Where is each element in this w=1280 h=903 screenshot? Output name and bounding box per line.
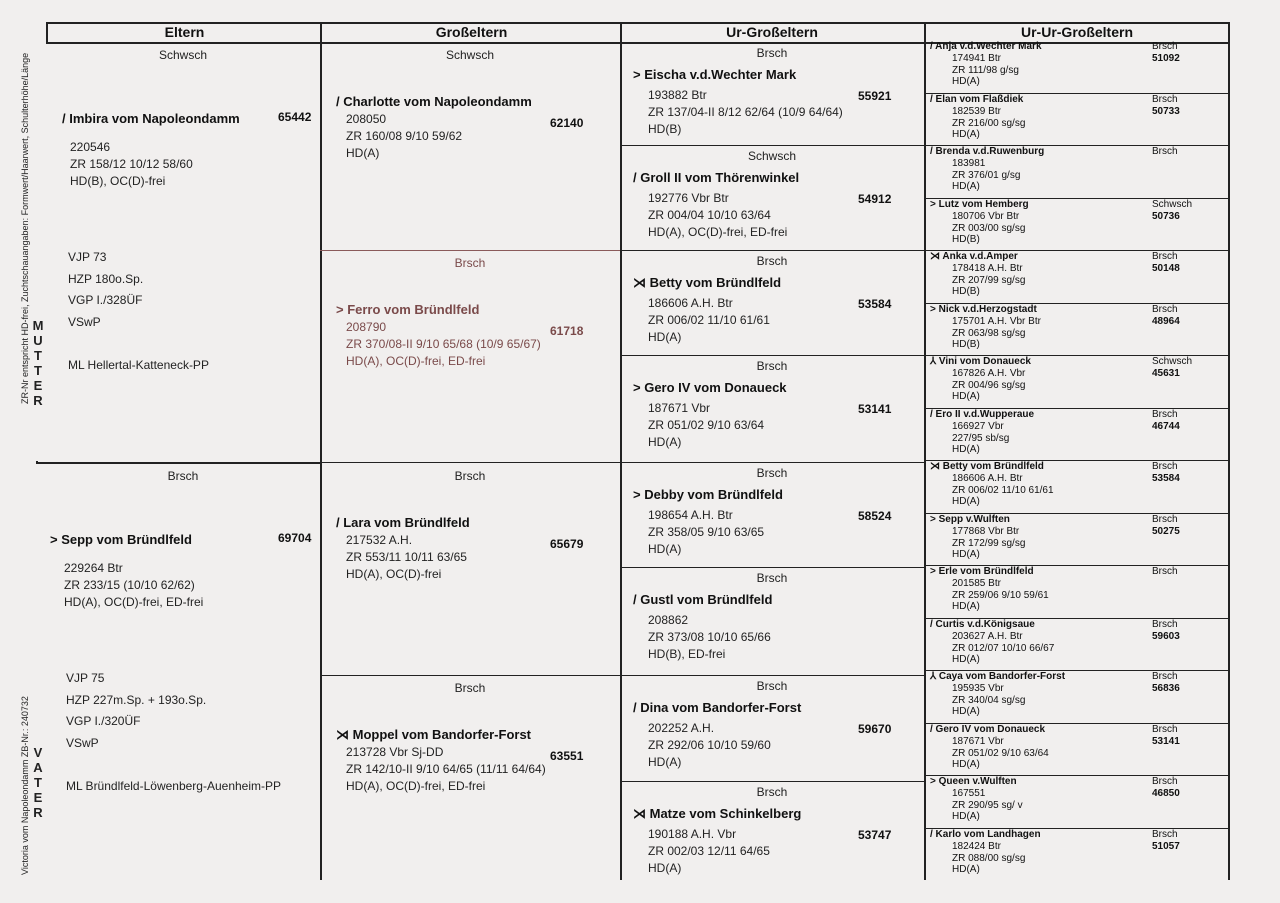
great-grandparent-detail-line: 190188 A.H. Vbr bbox=[648, 827, 737, 841]
gg-reg-number: 53141 bbox=[1152, 736, 1180, 747]
gg-name: / Gero IV vom Donaueck bbox=[930, 724, 1046, 735]
gg-detail-line: ZR 290/95 sg/ v bbox=[952, 799, 1023, 811]
gg-coat-color: Brsch bbox=[1152, 724, 1178, 735]
great-grandparent-detail-line: 186606 A.H. Btr bbox=[648, 296, 733, 310]
great-grandparent-reg-number: 59670 bbox=[858, 722, 892, 736]
great-great-grandparent-entry bbox=[926, 40, 1228, 93]
great-great-grandparent-entry bbox=[926, 723, 1228, 776]
gg-detail-line: 175701 A.H. Vbr Btr bbox=[952, 316, 1041, 327]
great-grandparent-detail-line: ZR 006/02 11/10 61/61 bbox=[648, 313, 770, 327]
gg-detail-line: 180706 Vbr Btr bbox=[952, 211, 1020, 222]
parent-performance-line: VGP I./328ÜF bbox=[68, 293, 143, 307]
gg-name: / Curtis v.d.Königsaue bbox=[930, 619, 1035, 630]
grandparent-detail-line: ZR 553/11 10/11 63/65 bbox=[346, 550, 467, 564]
parent-detail-line: ZR 233/15 (10/10 62/62) bbox=[64, 578, 195, 592]
gg-coat-color: Brsch bbox=[1152, 409, 1178, 420]
gg-reg-number: 51057 bbox=[1152, 841, 1180, 852]
gg-detail-line: 183981 bbox=[952, 158, 986, 169]
parent-performance-line: HZP 180o.Sp. bbox=[68, 271, 144, 286]
gg-name: > Erle vom Bründlfeld bbox=[930, 566, 1034, 577]
gg-detail-line: HD(A) bbox=[952, 706, 980, 717]
gg-detail-line: HD(A) bbox=[952, 391, 980, 402]
header-eltern: Eltern bbox=[46, 22, 323, 44]
grandparent-detail-line: HD(A) bbox=[346, 146, 380, 160]
great-great-grandparent-entry bbox=[926, 828, 1228, 881]
gg-name: ⅄ Vini vom Donaueck bbox=[930, 356, 1031, 367]
gg-name: ⋊ Betty vom Bründlfeld bbox=[930, 461, 1044, 472]
gg-detail-line: ZR 172/99 sg/sg bbox=[952, 537, 1026, 549]
gg-coat-color: Brsch bbox=[1152, 146, 1178, 157]
great-grandparent-name: / Groll II vom Thörenwinkel bbox=[633, 170, 800, 185]
gg-coat-color: Brsch bbox=[1152, 304, 1178, 315]
gg-detail-line: 177868 Vbr Btr bbox=[952, 526, 1020, 537]
mutter-label: M U T T E R bbox=[32, 318, 44, 408]
great-grandparent-detail-line: 193882 Btr bbox=[648, 88, 707, 102]
gg-detail-line: HD(A) bbox=[952, 549, 980, 560]
gg-detail-line: 174941 Btr bbox=[952, 53, 1001, 64]
great-great-grandparent-entry bbox=[926, 303, 1228, 356]
great-grandparent-detail-line: ZR 137/04-II 8/12 62/64 (10/9 64/64) bbox=[648, 105, 843, 119]
gg-name: / Karlo vom Landhagen bbox=[930, 829, 1041, 840]
great-grandparent-name: ⋊ Betty vom Bründlfeld bbox=[633, 275, 782, 290]
great-grandparent-detail-line: HD(A) bbox=[648, 861, 682, 875]
great-grandparent-detail-line: HD(B), ED-frei bbox=[648, 647, 726, 661]
grandparent-reg-number: 62140 bbox=[550, 116, 584, 130]
header-urgrosseltern: Ur-Großeltern bbox=[620, 22, 924, 44]
gg-reg-number: 45631 bbox=[1152, 368, 1180, 379]
grandparent-detail-line: 208790 bbox=[346, 320, 387, 334]
great-great-grandparent-entry bbox=[926, 618, 1228, 671]
great-grandparent-detail-line: HD(A) bbox=[648, 435, 682, 449]
great-great-grandparent-entry bbox=[926, 775, 1228, 828]
parent-coat-color: Schwsch bbox=[158, 48, 208, 62]
gg-coat-color: Brsch bbox=[1152, 514, 1178, 525]
gg-name: / Anja v.d.Wechter Mark bbox=[930, 41, 1042, 52]
gg-coat-color: Brsch bbox=[1152, 566, 1178, 577]
grandparent-coat-color: Schwsch bbox=[445, 48, 495, 62]
grandparent-coat-color: Brsch bbox=[454, 681, 486, 695]
great-grandparent-coat-color: Brsch bbox=[756, 466, 788, 480]
gg-detail-line: HD(A) bbox=[952, 759, 980, 770]
gg-detail-line: HD(A) bbox=[952, 811, 980, 822]
great-great-grandparent-entry bbox=[926, 198, 1228, 251]
great-grandparent-detail-line: ZR 358/05 9/10 63/65 bbox=[648, 525, 765, 539]
gg-detail-line: HD(A) bbox=[952, 654, 980, 665]
great-grandparent-coat-color: Brsch bbox=[756, 46, 788, 60]
gg-detail-line: HD(B) bbox=[952, 286, 980, 297]
gg-detail-line: ZR 340/04 sg/sg bbox=[952, 694, 1026, 706]
gg-coat-color: Brsch bbox=[1152, 41, 1178, 52]
parent-name: > Sepp vom Bründlfeld bbox=[50, 532, 192, 547]
great-grandparent-detail-line: HD(B) bbox=[648, 122, 682, 136]
parent-performance-line: ML Hellertal-Katteneck-PP bbox=[68, 357, 209, 372]
gg-reg-number: 46744 bbox=[1152, 421, 1180, 432]
gg-coat-color: Brsch bbox=[1152, 619, 1178, 630]
great-grandparent-detail-line: ZR 292/06 10/10 59/60 bbox=[648, 738, 771, 752]
gg-reg-number: 59603 bbox=[1152, 631, 1180, 642]
great-grandparent-detail-line: HD(A), OC(D)-frei, ED-frei bbox=[648, 225, 788, 239]
gg-detail-line: HD(A) bbox=[952, 181, 980, 192]
great-grandparent-reg-number: 53584 bbox=[858, 297, 892, 311]
gg-detail-line: ZR 088/00 sg/sg bbox=[952, 852, 1026, 864]
gg-name: / Elan vom Flaßdiek bbox=[930, 94, 1024, 105]
grandparent-reg-number: 63551 bbox=[550, 749, 584, 763]
gg-name: > Sepp v.Wulften bbox=[930, 514, 1010, 525]
header-grosseltern: Großeltern bbox=[323, 22, 620, 44]
great-grandparent-detail-line: ZR 373/08 10/10 65/66 bbox=[648, 630, 771, 644]
grandparent-detail-line: 213728 Vbr Sj-DD bbox=[346, 745, 444, 759]
great-grandparent-name: / Dina vom Bandorfer-Forst bbox=[633, 700, 802, 715]
parent-reg-number: 69704 bbox=[278, 531, 312, 545]
gg-detail-line: 186606 A.H. Btr bbox=[952, 473, 1023, 484]
gg-name: > Lutz vom Hemberg bbox=[930, 199, 1029, 210]
great-grandparent-name: > Gero IV vom Donaueck bbox=[633, 380, 787, 395]
gg-name: > Queen v.Wulften bbox=[930, 776, 1017, 787]
gg-reg-number: 50275 bbox=[1152, 526, 1180, 537]
great-great-grandparent-entry bbox=[926, 355, 1228, 408]
great-grandparent-detail-line: 192776 Vbr Btr bbox=[648, 191, 729, 205]
great-great-grandparent-entry bbox=[926, 670, 1228, 723]
grandparent-reg-number: 65679 bbox=[550, 537, 584, 551]
gg-detail-line: ZR 051/02 9/10 63/64 bbox=[952, 747, 1049, 759]
great-grandparent-reg-number: 58524 bbox=[858, 509, 892, 523]
parent-detail-line: 229264 Btr bbox=[64, 561, 123, 575]
grandparent-reg-number: 61718 bbox=[550, 324, 584, 338]
great-grandparent-name: > Eischa v.d.Wechter Mark bbox=[633, 67, 797, 82]
great-grandparent-coat-color: Brsch bbox=[756, 679, 788, 693]
grandparent-name: / Lara vom Bründlfeld bbox=[336, 515, 470, 530]
great-grandparent-name: ⋊ Matze vom Schinkelberg bbox=[633, 806, 802, 821]
gg-detail-line: 178418 A.H. Btr bbox=[952, 263, 1023, 274]
gg-coat-color: Brsch bbox=[1152, 776, 1178, 787]
gg-detail-line: ZR 063/98 sg/sg bbox=[952, 327, 1026, 339]
vater-label: V A T E R bbox=[33, 745, 43, 820]
gg-reg-number: 53584 bbox=[1152, 473, 1180, 484]
gg-detail-line: ZR 259/06 9/10 59/61 bbox=[952, 589, 1049, 601]
parent-performance-line: VJP 75 bbox=[66, 671, 105, 685]
gg-name: / Ero II v.d.Wupperaue bbox=[930, 409, 1035, 420]
gg-detail-line: ZR 111/98 g/sg bbox=[952, 64, 1019, 76]
great-grandparent-detail-line: HD(A) bbox=[648, 542, 682, 556]
gg-detail-line: ZR 006/02 11/10 61/61 bbox=[952, 484, 1054, 496]
grandparent-detail-line: ZR 142/10-II 9/10 64/65 (11/11 64/64) bbox=[346, 762, 546, 776]
gg-detail-line: 167826 A.H. Vbr bbox=[952, 368, 1026, 379]
gg-coat-color: Brsch bbox=[1152, 671, 1178, 682]
gg-detail-line: ZR 216/00 sg/sg bbox=[952, 117, 1026, 129]
great-grandparent-name: / Gustl vom Bründlfeld bbox=[633, 592, 773, 607]
gg-reg-number: 50733 bbox=[1152, 106, 1180, 117]
grandparent-detail-line: ZR 160/08 9/10 59/62 bbox=[346, 129, 463, 143]
grandparent-name: > Ferro vom Bründlfeld bbox=[336, 302, 480, 317]
great-grandparent-coat-color: Brsch bbox=[756, 254, 788, 268]
gg-detail-line: 187671 Vbr bbox=[952, 736, 1004, 747]
gg-detail-line: 195935 Vbr bbox=[952, 683, 1004, 694]
gg-detail-line: HD(B) bbox=[952, 339, 980, 350]
gg-name: ⅄ Caya vom Bandorfer-Forst bbox=[930, 671, 1066, 682]
gg-name: > Nick v.d.Herzogstadt bbox=[930, 304, 1037, 315]
grandparent-detail-line: HD(A), OC(D)-frei bbox=[346, 567, 442, 581]
great-great-grandparent-entry bbox=[926, 408, 1228, 461]
gg-detail-line: HD(A) bbox=[952, 444, 980, 455]
great-great-grandparent-entry bbox=[926, 145, 1228, 198]
parent-coat-color: Brsch bbox=[167, 469, 199, 483]
gg-name: / Brenda v.d.Ruwenburg bbox=[930, 146, 1045, 157]
great-great-grandparent-entry bbox=[926, 513, 1228, 566]
great-grandparent-reg-number: 53141 bbox=[858, 402, 892, 416]
grandparent-detail-line: HD(A), OC(D)-frei, ED-frei bbox=[346, 354, 486, 368]
parent-detail-line: HD(B), OC(D)-frei bbox=[70, 174, 166, 188]
great-great-grandparent-entry bbox=[926, 460, 1228, 513]
parent-performance-line: ML Bründlfeld-Löwenberg-Auenheim-PP bbox=[66, 778, 282, 793]
gg-detail-line: HD(A) bbox=[952, 76, 980, 87]
great-grandparent-coat-color: Brsch bbox=[756, 359, 788, 373]
gg-reg-number: 48964 bbox=[1152, 316, 1180, 327]
gg-detail-line: HD(B) bbox=[952, 234, 980, 245]
gg-detail-line: 166927 Vbr bbox=[952, 421, 1004, 432]
gg-coat-color: Brsch bbox=[1152, 94, 1178, 105]
gg-detail-line: 203627 A.H. Btr bbox=[952, 631, 1023, 642]
gg-detail-line: 182424 Btr bbox=[952, 841, 1001, 852]
header-ururgrosseltern: Ur-Ur-Großeltern bbox=[926, 22, 1228, 44]
parent-performance-line: VGP I./320ÜF bbox=[66, 714, 141, 728]
gg-reg-number: 51092 bbox=[1152, 53, 1180, 64]
parent-name: / Imbira vom Napoleondamm bbox=[62, 111, 240, 126]
great-grandparent-detail-line: ZR 051/02 9/10 63/64 bbox=[648, 418, 765, 432]
great-grandparent-detail-line: ZR 004/04 10/10 63/64 bbox=[648, 208, 771, 222]
great-great-grandparent-entry bbox=[926, 565, 1228, 618]
parent-detail-line: 220546 bbox=[70, 140, 111, 154]
great-grandparent-detail-line: HD(A) bbox=[648, 330, 682, 344]
gg-detail-line: ZR 207/99 sg/sg bbox=[952, 274, 1026, 286]
great-grandparent-detail-line: ZR 002/03 12/11 64/65 bbox=[648, 844, 770, 858]
great-grandparent-name: > Debby vom Bründlfeld bbox=[633, 487, 783, 502]
gg-coat-color: Brsch bbox=[1152, 461, 1178, 472]
gg-coat-color: Schwsch bbox=[1152, 356, 1193, 367]
grandparent-detail-line: 217532 A.H. bbox=[346, 533, 413, 547]
gg-detail-line: HD(A) bbox=[952, 496, 980, 507]
parent-performance-line: VJP 73 bbox=[68, 250, 107, 264]
gg-reg-number: 50148 bbox=[1152, 263, 1180, 274]
side-note-top: ZR-Nr entspricht HD-frei, Zuchtschauangaben: Formwert/Haarwert, Schulterhöhe/Länge bbox=[20, 52, 30, 404]
gg-coat-color: Brsch bbox=[1152, 251, 1178, 262]
gg-detail-line: ZR 004/96 sg/sg bbox=[952, 379, 1026, 391]
gg-detail-line: HD(A) bbox=[952, 129, 980, 140]
gg-detail-line: HD(A) bbox=[952, 864, 980, 875]
gg-detail-line: 182539 Btr bbox=[952, 106, 1001, 117]
grandparent-coat-color: Brsch bbox=[454, 256, 486, 270]
gg-name: ⋊ Anka v.d.Amper bbox=[930, 251, 1018, 262]
parent-detail-line: ZR 158/12 10/12 58/60 bbox=[70, 157, 193, 171]
parent-performance-line: VSwP bbox=[66, 735, 99, 750]
grandparent-detail-line: 208050 bbox=[346, 112, 387, 126]
great-great-grandparent-entry bbox=[926, 93, 1228, 146]
great-grandparent-reg-number: 54912 bbox=[858, 192, 892, 206]
gg-detail-line: 227/95 sb/sg bbox=[952, 432, 1010, 444]
gg-reg-number: 50736 bbox=[1152, 211, 1180, 222]
gg-detail-line: 167551 bbox=[952, 788, 986, 799]
great-grandparent-detail-line: 208862 bbox=[648, 613, 689, 627]
great-grandparent-detail-line: 198654 A.H. Btr bbox=[648, 508, 733, 522]
grandparent-detail-line: ZR 370/08-II 9/10 65/68 (10/9 65/67) bbox=[346, 337, 541, 351]
gg-reg-number: 56836 bbox=[1152, 683, 1180, 694]
great-great-grandparent-entry bbox=[926, 250, 1228, 303]
great-grandparent-coat-color: Brsch bbox=[756, 571, 788, 585]
gg-detail-line: ZR 003/00 sg/sg bbox=[952, 222, 1026, 234]
gg-detail-line: 201585 Btr bbox=[952, 578, 1001, 589]
great-grandparent-reg-number: 55921 bbox=[858, 89, 892, 103]
gg-coat-color: Schwsch bbox=[1152, 199, 1193, 210]
side-note-bottom: Victoria vom Napoleondamm ZB-Nr.: 240732 bbox=[20, 696, 30, 875]
great-grandparent-coat-color: Brsch bbox=[756, 785, 788, 799]
great-grandparent-reg-number: 53747 bbox=[858, 828, 892, 842]
gg-detail-line: HD(A) bbox=[952, 601, 980, 612]
grandparent-name: / Charlotte vom Napoleondamm bbox=[336, 94, 532, 109]
parent-performance-line: HZP 227m.Sp. + 193o.Sp. bbox=[66, 692, 207, 707]
gg-reg-number: 46850 bbox=[1152, 788, 1180, 799]
grandparent-name: ⋊ Moppel vom Bandorfer-Forst bbox=[336, 727, 532, 742]
great-grandparent-detail-line: HD(A) bbox=[648, 755, 682, 769]
great-grandparent-detail-line: 202252 A.H. bbox=[648, 721, 715, 735]
great-grandparent-coat-color: Schwsch bbox=[747, 149, 797, 163]
gg-detail-line: ZR 376/01 g/sg bbox=[952, 169, 1021, 181]
parent-reg-number: 65442 bbox=[278, 110, 312, 124]
parent-detail-line: HD(A), OC(D)-frei, ED-frei bbox=[64, 595, 204, 609]
gg-coat-color: Brsch bbox=[1152, 829, 1178, 840]
grandparent-detail-line: HD(A), OC(D)-frei, ED-frei bbox=[346, 779, 486, 793]
great-grandparent-detail-line: 187671 Vbr bbox=[648, 401, 711, 415]
parent-performance-line: VSwP bbox=[68, 314, 101, 329]
gg-detail-line: ZR 012/07 10/10 66/67 bbox=[952, 642, 1055, 654]
grandparent-coat-color: Brsch bbox=[454, 469, 486, 483]
